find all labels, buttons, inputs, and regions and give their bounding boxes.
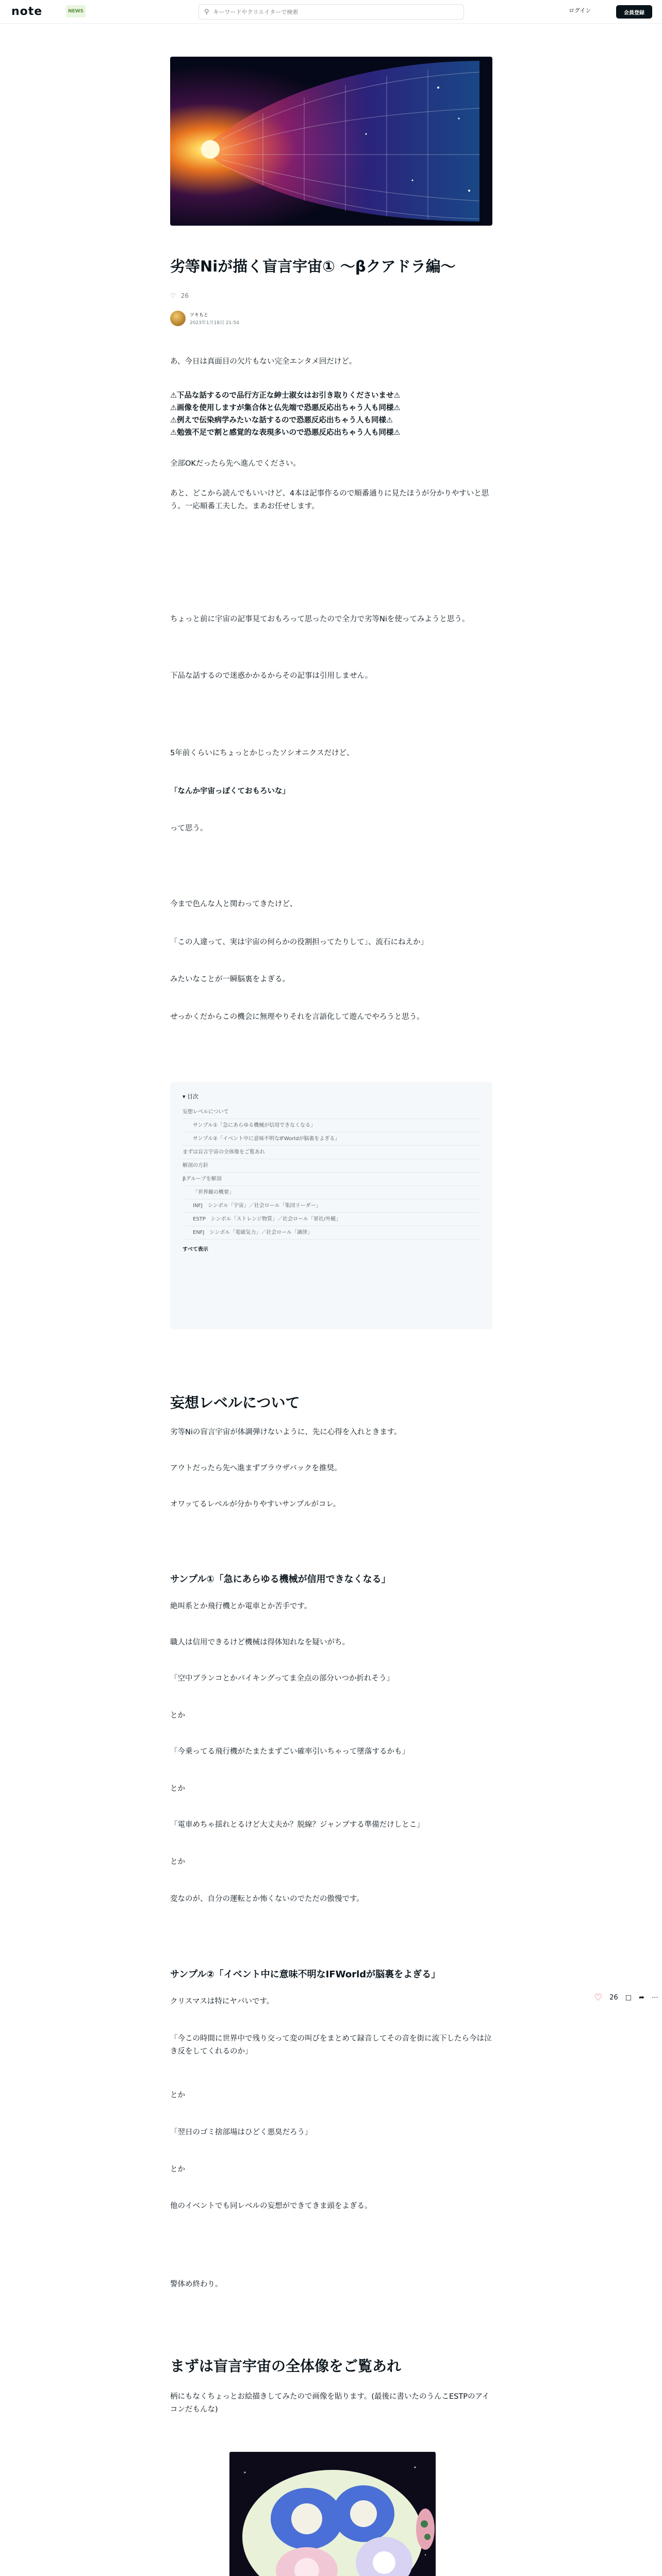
avatar[interactable] xyxy=(170,311,186,326)
paragraph: クリスマスは特にヤバいです。 xyxy=(170,1997,274,2006)
universe-illustration[interactable] xyxy=(229,2452,436,2576)
paragraph: あと、どこから読んでもいいけど、4本は記事作るので順番通りに見たほうが分かりやすいと思う。一応順番工夫した。まあお任せします。 xyxy=(170,489,489,511)
toc-item[interactable]: サンプル②「イベント中に意味不明なIFWorldが脳裏をよぎる」 xyxy=(183,1132,480,1146)
toc-item[interactable]: 「世界観の概要」 xyxy=(183,1186,480,1199)
section-heading: 妄想レベルについて xyxy=(170,1394,300,1411)
paragraph: 絶叫系とか飛行機とか電車とか苦手です。 xyxy=(170,1602,312,1611)
paragraph: 変なのが、自分の運転とか怖くないのでただの傲慢です。 xyxy=(170,1895,364,1903)
heart-icon[interactable]: ♡ xyxy=(594,1992,603,2003)
paragraph: とか xyxy=(170,1711,185,1720)
comment-icon[interactable]: □ xyxy=(625,1994,632,2002)
paragraph: せっかくだからこの機会に無理やりそれを言語化して遊んでやろうと思う。 xyxy=(170,1013,424,1021)
toc-item[interactable]: 妄想レベルについて xyxy=(183,1106,480,1119)
paragraph: 「なんか宇宙っぽくておもろいな」 xyxy=(170,787,290,795)
paragraph: 他のイベントでも同レベルの妄想ができてきま頭をよぎる。 xyxy=(170,2202,372,2210)
article-title: 劣等Niが描く盲言宇宙① 〜βクアドラ編〜 xyxy=(170,258,456,275)
toc-item[interactable]: INFJ シンボル「宇宙」／社会ロール「集団リーダー」 xyxy=(183,1199,480,1213)
warning-line: ⚠勉強不足で割と感覚的な表現多いので恐悪反応出ちゃう人も同様⚠ xyxy=(170,429,401,437)
search-icon: ⚲ xyxy=(204,8,209,16)
paragraph: って思う。 xyxy=(170,824,208,833)
post-date: 2023年1月18日 21:54 xyxy=(190,320,239,326)
like-area xyxy=(170,292,189,299)
toc-heading[interactable]: ▾ 目次 xyxy=(183,1093,199,1100)
paragraph: あ、今日は真面目の欠片もない完全エンタメ回だけど。 xyxy=(170,358,357,366)
signup-button[interactable]: 会員登録 xyxy=(616,5,652,19)
author-name[interactable]: ツキもと xyxy=(190,313,209,318)
floating-action-bar xyxy=(594,1992,658,2003)
paragraph: 「この人違って、実は宇宙の何らかの役割担ってたりして」、流石にねえか」 xyxy=(170,938,428,946)
more-icon[interactable]: ⋯ xyxy=(651,1994,658,2002)
hero-image xyxy=(170,57,492,226)
site-header xyxy=(0,0,662,24)
paragraph: 全部OKだったら先へ進んでください。 xyxy=(170,460,301,468)
toc-item[interactable]: 解剖の方針 xyxy=(183,1159,480,1173)
paragraph: 「今この時間に世界中で残り交って変の叫びをまとめて録音してその音を街に流下したら今は泣き反をしてくれるのか」 xyxy=(170,2035,492,2056)
paragraph: みたいなことが一瞬脳裏をよぎる。 xyxy=(170,975,290,984)
paragraph: 「電車めちゃ揺れとるけど大丈夫か？脱線？ジャンプする準備だけしとこ」 xyxy=(170,1821,424,1829)
search-box[interactable] xyxy=(198,4,464,20)
table-of-contents xyxy=(170,1082,492,1329)
paragraph: 「空中ブランコとかパイキングってま全点の部分いつか折れそう」 xyxy=(170,1674,394,1683)
warning-line: ⚠下品な話するので品行方正な紳士淑女はお引き取りくださいませ⚠ xyxy=(170,392,401,400)
author-info[interactable] xyxy=(170,311,239,326)
toc-item[interactable]: サンプル①「急にあらゆる機械が信用できなくなる」 xyxy=(183,1119,480,1132)
search-input[interactable] xyxy=(213,9,464,15)
paragraph: 警体め終わり。 xyxy=(170,2280,223,2289)
note-logo[interactable]: note xyxy=(11,5,43,18)
section-heading: まずは盲言宇宙の全体像をご覧あれ xyxy=(170,2358,402,2375)
login-link[interactable]: ログイン xyxy=(569,7,591,14)
share-icon[interactable]: ➦ xyxy=(638,1994,644,2002)
paragraph: アウトだったら先へ進まずブラウザバックを推奨。 xyxy=(170,1464,342,1472)
paragraph: とか xyxy=(170,1858,185,1866)
paragraph: 下品な話するので迷惑かかるからその記事は引用しません。 xyxy=(170,672,373,680)
paragraph: 劣等Niの盲言宇宙が体調弾けないように、先に心得を入れときます。 xyxy=(170,1428,402,1436)
like-count: 26 xyxy=(180,292,189,299)
paragraph: とか xyxy=(170,1785,185,1793)
warning-line: ⚠画像を使用しますが集合体と仏先端で恐悪反応出ちゃう人も同様⚠ xyxy=(170,404,401,412)
toc-item[interactable]: まずは盲言宇宙の全体像をご覧あれ xyxy=(183,1146,480,1159)
paragraph: 「翌日のゴミ捨部場はひどく悪臭だろう」 xyxy=(170,2128,312,2137)
warning-line: ⚠例えで伝染病学みたいな話するので恐悪反応出ちゃう人も同様⚠ xyxy=(170,416,393,425)
news-badge[interactable]: NEWS xyxy=(66,5,86,18)
paragraph: オワッてるレベルが分かりやすいサンプルがコレ。 xyxy=(170,1500,341,1509)
paragraph: 「今乗ってる飛行機がたまたまずごい確率引いちゃって墜落するかも」 xyxy=(170,1748,409,1756)
toc-item[interactable]: ESTP シンボル「ストレンジ物質」／社会ロール「軍社/外観」 xyxy=(183,1213,480,1226)
like-count: 26 xyxy=(609,1994,618,2002)
paragraph: とか xyxy=(170,2091,185,2099)
toc-show-all-button[interactable]: すべて表示 xyxy=(183,1247,208,1252)
toc-item[interactable]: βグループを解剖 xyxy=(183,1173,480,1186)
toc-item[interactable]: ENFJ シンボル「電磁気力」／社会ロール「調律」 xyxy=(183,1226,480,1240)
paragraph: ちょっと前に宇宙の記事見ておもろって思ったので全力で劣等Niを使ってみようと思う。 xyxy=(170,615,470,623)
subsection-heading: サンプル②「イベント中に意味不明なIFWorldが脳裏をよぎる」 xyxy=(170,1969,441,1980)
paragraph: 今まで色んな人と関わってきたけど、 xyxy=(170,900,297,908)
subsection-heading: サンプル①「急にあらゆる機械が信用できなくなる」 xyxy=(170,1574,391,1585)
paragraph: 柄にもなくちょっとお絵描きしてみたので画像を貼ります。(最後に書いたのうんこESTPのアイコンだもんな) xyxy=(170,2393,490,2414)
paragraph: 5年前くらいにちょっとかじったソシオニクスだけど、 xyxy=(170,749,354,757)
heart-icon[interactable]: ♡ xyxy=(170,292,176,299)
paragraph: とか xyxy=(170,2165,185,2174)
paragraph: 職人は信用できるけど機械は得体知れなを疑いがち。 xyxy=(170,1638,350,1647)
